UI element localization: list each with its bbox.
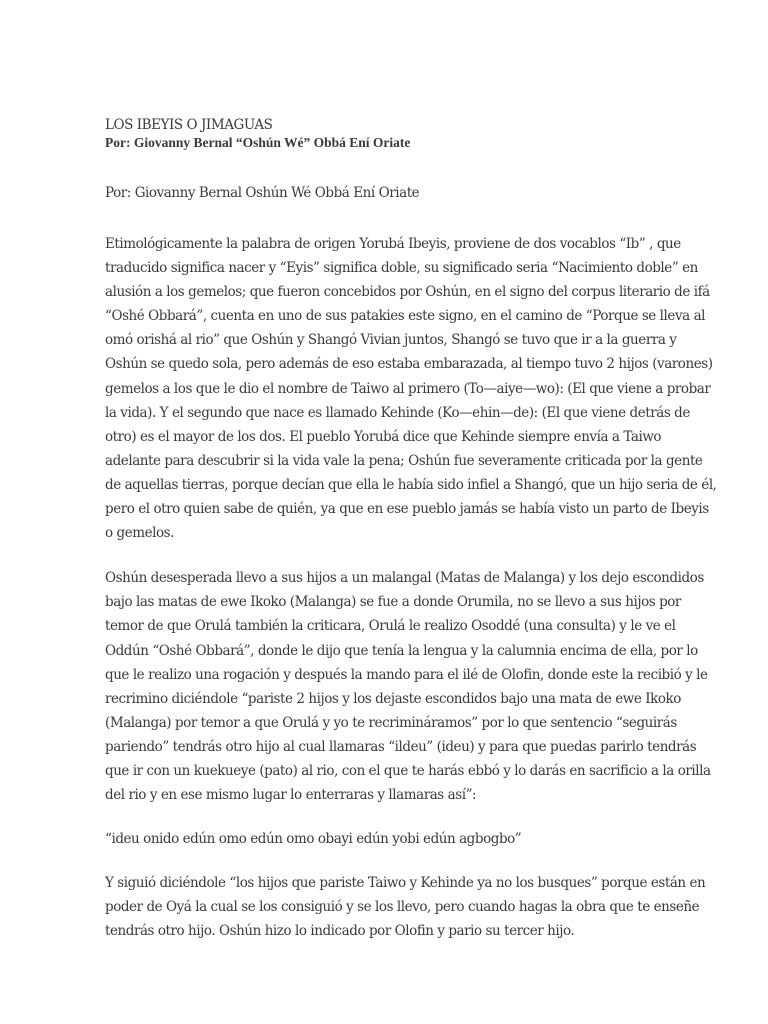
document-page — [105, 116, 717, 944]
author-byline: Por: Giovanny Bernal Oshún Wé Obbá Ení Oriate — [105, 185, 420, 201]
document-subtitle: Por: Giovanny Bernal “Oshún Wé” Obbá Ení Oriate — [105, 135, 411, 150]
paragraph-malangal: Oshún desesperada llevo a sus hijos a un malangal (Matas de Malanga) y los dejo escondidos bajo las matas de ewe Ikoko (Malanga) se fue a donde Orumila, no se llevo a sus hijos por temor de que Orulá también la criticara, Orulá le realizo Osoddé (una consulta) y le ve el Oddún “Oshé Obbará”, donde le dijo que tenía la lengua y la calumnia encima de ella, por lo que le realizo una rogación y después la mando para el ilé de Olofin, donde este la recibió y le recrimino diciéndole “pariste 2 hijos y los dejaste escondidos bajo una mata de ewe Ikoko (Malanga) por temor a que Orulá y yo te recrimináramos” por lo que sentencio “seguirás pariendo” tendrás otro hijo al cual llamaras “ildeu” (ideu) y para que puedas parirlo tendrás que ir con un kuekueye (pato) al rio, con el que te harás ebbó y lo darás en sacrificio a la orilla del rio y en ese mismo lugar lo enterraras y llamaras así”: — [105, 570, 711, 804]
document-title: LOS IBEYIS O JIMAGUAS — [105, 117, 273, 133]
paragraph-etymology: Etimológicamente la palabra de origen Yorubá Ibeyis, proviene de dos vocablos “Ib” , que traducido significa nacer y “Eyis” significa doble, su significado seria “Nacimiento doble” en alusión a los gemelos; que fueron concebidos por Oshún, en el signo del corpus literario de ifá “Oshé Obbará”, cuenta en uno de sus patakies este signo, en el camino de “Porque se lleva al omó orishá al rio” que Oshún y Shangó Vivian juntos, Shangó se tuvo que ir a la guerra y Oshún se quedo sola, pero además de eso estaba embarazada, al tiempo tuvo 2 hijos (varones) gemelos a los que le dio el nombre de Taiwo al primero (To—aiye—wo): (El que viene a probar la vida). Y el segundo que nace es llamado Kehinde (Ko—ehin—de): (El que viene detrás de otro) es el mayor de los dos. El pueblo Yorubá dice que Kehinde siempre envía a Taiwo adelante para descubrir si la vida vale la pena; Oshún fue severamente criticada por la gente de aquellas tierras, porque decían que ella le había sido infiel a Shangó, que un hijo seria de él, pero el otro quien sabe de quién, ya que en ese pueblo jamás se había visto un parto de Ibeyis o gemelos. — [105, 236, 717, 542]
paragraph-conclusion: Y siguió diciéndole “los hijos que pariste Taiwo y Kehinde ya no los busques” porque están en poder de Oyá la cual se los consiguió y se los llevo, pero cuando hagas la obra que te enseñe tendrás otro hijo. Oshún hizo lo indicado por Olofin y pario su tercer hijo. — [105, 875, 706, 940]
paragraph-invocation: “ideu onido edún omo edún omo obayi edún yobi edún agbogbo” — [105, 831, 522, 848]
